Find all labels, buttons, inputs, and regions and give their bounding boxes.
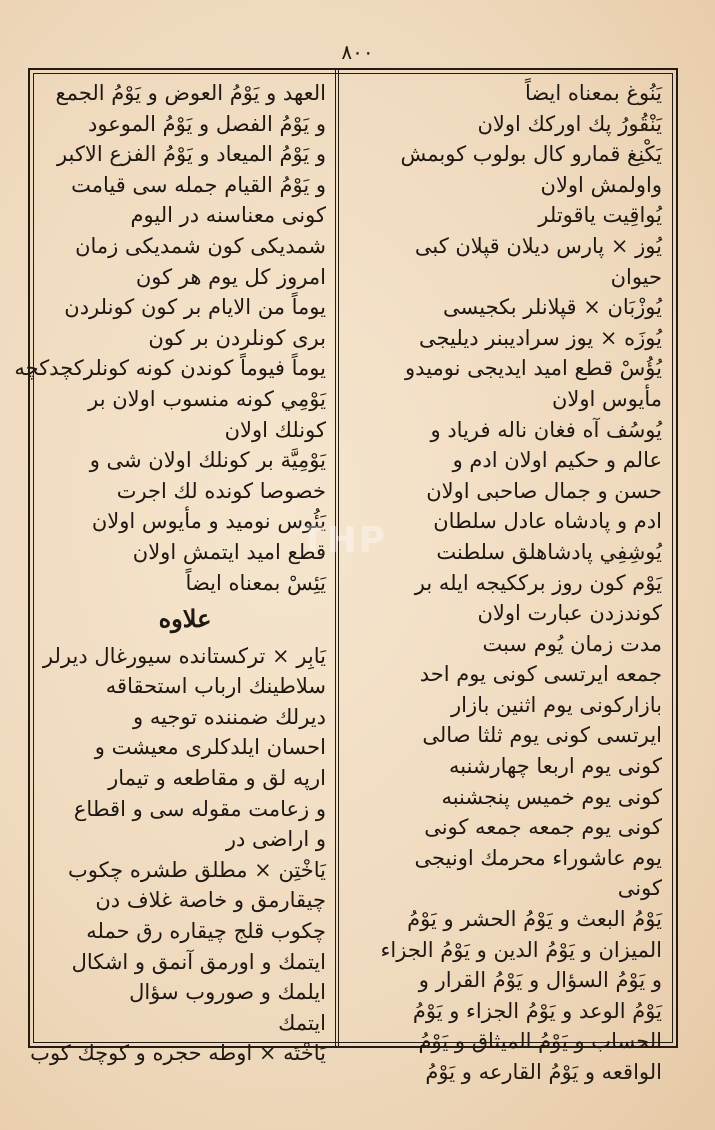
text-line: يَنُوغ بمعناه ايضاً: [524, 81, 662, 105]
text-line: يُؤُسْ قطع اميد ايديجى نوميدو: [405, 356, 662, 381]
left-column-appendix-entries: [30, 641, 326, 1069]
text-line: عالم و حكيم اولان ادم و: [452, 448, 662, 473]
text-line: ايتمك و اورمق آنمق و اشكال: [71, 949, 326, 974]
text-line: يُوزْبَان × قپلانلر بكجيسى: [443, 295, 662, 320]
text-line: و زعامت مقوله سى و اقطاع: [73, 796, 326, 821]
text-line: چيقارمق و خاصة غلاف دن: [95, 888, 326, 913]
text-line: ارپه لق و مقاطعه و تيمار: [108, 766, 326, 791]
text-line: سلاطينك ارباب استحقاقه: [105, 674, 326, 699]
text-line: يَاخْتِن × مطلق طشره چكوب: [67, 857, 326, 882]
text-line: ادم و پادشاه عادل سلطان: [433, 509, 662, 534]
text-line: العهد و يَوْمُ العوض و يَوْمُ الجمع: [55, 81, 326, 105]
right-column: [344, 78, 670, 1084]
text-line: يَوْم كون روز برككيجه ايله بر: [414, 570, 662, 595]
text-line: امروز كل يوم هر كون: [135, 264, 326, 289]
text-line: كونى يوم جمعه جمعه كونى: [424, 815, 662, 840]
text-line: خصوصا كونده لك اجرت: [116, 478, 326, 503]
text-line: شمديكى كون شمديكى زمان: [75, 233, 326, 258]
text-line: چكوب قلج چيقاره رق حمله: [86, 919, 326, 944]
text-line: كونى يوم اربعا چهارشنبه: [449, 754, 662, 779]
text-line: يَنْقُورُ پك اوركك اولان: [477, 111, 662, 136]
text-line: يَوْمِي كونه منسوب اولان بر: [88, 386, 326, 411]
text-line: ايلمك و صوروب سؤال: [129, 980, 326, 1005]
text-line: كونى يوم خميس پنجشنبه: [441, 784, 662, 809]
left-column: [14, 78, 330, 1066]
text-line: ايتمك: [278, 1010, 326, 1035]
text-line: كونلك اولان: [224, 417, 326, 442]
text-line: مأيوس اولان: [551, 386, 662, 411]
text-line: و يَوْمُ السؤال و يَوْمُ القرار و: [418, 968, 662, 993]
text-line: يَوْمُ الوعد و يَوْمُ الجزاء و يَوْمُ: [412, 998, 662, 1023]
text-line: يُوشِفِي پادشاهلق سلطنت: [436, 539, 662, 564]
text-line: حسن و جمال صاحبى اولان: [426, 478, 662, 503]
text-line: برى كونلردن بر كون: [148, 325, 326, 350]
text-line: ايرتسى كونى يوم ثلثا صالى: [422, 723, 662, 748]
text-line: احسان ايلدكلرى معيشت و: [94, 735, 326, 760]
text-line: جمعه ايرتسى كونى يوم احد: [419, 662, 662, 687]
text-line: مدت زمان يُوم سبت: [482, 631, 662, 656]
watermark: THP: [300, 520, 388, 561]
text-line: يُوزَه × يوز سراديبنر ديليجى: [419, 325, 662, 350]
text-line: بازاركونى يوم اثنين بازار: [451, 692, 662, 717]
text-line: يَكْنِغ قمارو كال بولوب كوبمش: [400, 142, 662, 167]
left-column-entries: [14, 78, 326, 598]
text-line: و اراضى در: [225, 827, 326, 852]
text-line: يُواقِيت ياقوتلر: [538, 203, 662, 228]
text-line: واولمش اولان: [540, 172, 662, 197]
text-line: يوم عاشوراء محرمك اونيجى: [414, 845, 662, 870]
text-line: يوماً من الايام بر كون كونلردن: [64, 295, 326, 320]
text-line: الميزان و يَوْمُ الدين و يَوْمُ الجزاء: [380, 937, 662, 962]
page-number: ۸۰۰: [341, 40, 374, 64]
text-line: يَئُوس نوميد و مأيوس اولان: [91, 509, 326, 534]
text-line: يَوْمُ البعث و يَوْمُ الحشر و يَوْمُ: [407, 907, 662, 932]
text-line: يَابِر × تركستانده سيورغال ديرلر: [42, 643, 326, 668]
text-line: كونى: [617, 876, 662, 901]
text-line: يوماً فيوماً كوندن كونه كونلركچدكچه: [14, 356, 326, 381]
text-line: و يَوْمُ الفصل و يَوْمُ الموعود: [88, 111, 326, 136]
text-line: كونى معناسنه در اليوم: [130, 203, 326, 228]
text-line: حيوان: [610, 264, 662, 289]
text-line: كوندزدن عبارت اولان: [477, 601, 662, 626]
text-line: الواقعه و يَوْمُ القارعه و يَوْمُ: [425, 1060, 662, 1084]
text-line: يَوْمِيَّة بر كونلك اولان شى و: [89, 448, 326, 473]
text-line: ديرلك ضمننده توجيه و: [133, 704, 326, 729]
section-heading: علاوه: [158, 604, 212, 634]
text-line: الحساب و يَوْمُ الميثاق و يَوْمُ: [418, 1029, 662, 1054]
text-line: و يَوْمُ القيام جمله سى قيامت: [71, 172, 326, 197]
text-line: يُوز × پارس ديلان قپلان كبى: [414, 233, 662, 258]
text-line: و يَوْمُ الميعاد و يَوْمُ الفزع الاكبر: [56, 142, 326, 167]
text-line: يَاخْتَه × اوطه حجره و كوچك كوب: [30, 1041, 326, 1066]
text-line: يَئِسْ بمعناه ايضاً: [185, 570, 326, 595]
text-line: يُوسُف آه فغان ناله فرياد و: [430, 417, 662, 442]
text-line: قطع اميد ايتمش اولان: [132, 539, 326, 564]
